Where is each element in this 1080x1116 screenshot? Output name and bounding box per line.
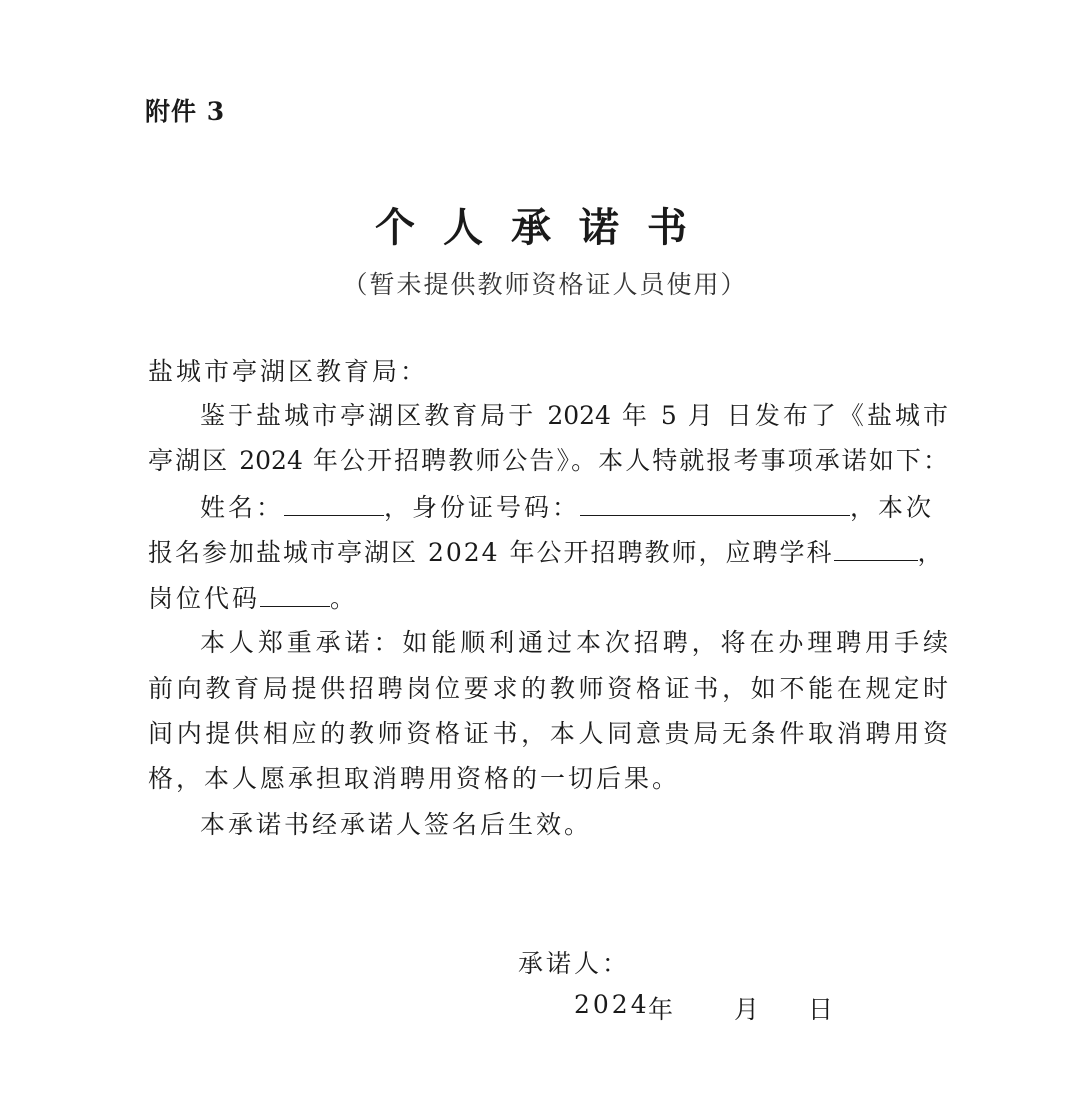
salutation: 盐城市亭湖区教育局： bbox=[148, 357, 429, 386]
para1-line2: 亭湖区 2024 年公开招聘教师公告》。本人特就报考事项承诺如下： bbox=[148, 446, 948, 475]
post-code-blank[interactable] bbox=[260, 582, 330, 607]
form-line-post-code bbox=[148, 582, 948, 615]
para2-line2: 前向教育局提供招聘岗位要求的教师资格证书，如不能在规定时 bbox=[148, 674, 948, 703]
name-label: 姓名： bbox=[200, 493, 285, 522]
after-id-text: ，本次 bbox=[850, 493, 935, 522]
para2-line4: 格，本人愿承担取消聘用资格的一切后果。 bbox=[148, 764, 681, 793]
document-subtitle: （暂未提供教师资格证人员使用） bbox=[342, 270, 748, 299]
attachment-label: 附件 3 bbox=[145, 97, 226, 126]
para1-line1: 鉴于盐城市亭湖区教育局于 2024 年 5 月 日发布了《盐城市 bbox=[200, 401, 948, 430]
para3: 本承诺书经承诺人签名后生效。 bbox=[200, 810, 593, 839]
date-day-unit: 日 bbox=[808, 995, 837, 1024]
date-year: 2024 bbox=[574, 990, 650, 1019]
subject-end: ， bbox=[917, 538, 945, 567]
id-label: ，身份证号码： bbox=[384, 493, 581, 522]
post-code-end: 。 bbox=[330, 584, 359, 613]
para2-line1: 本人郑重承诺：如能顺利通过本次招聘，将在办理聘用手续 bbox=[200, 628, 948, 657]
promisor-label: 承诺人： bbox=[518, 949, 631, 978]
document-title: 个人承诺书 bbox=[375, 204, 715, 251]
para2-line3: 间内提供相应的教师资格证书，本人同意贵局无条件取消聘用资 bbox=[148, 719, 948, 748]
id-number-blank[interactable] bbox=[580, 491, 850, 516]
subject-text: 报名参加盐城市亭湖区 2024 年公开招聘教师，应聘学科 bbox=[148, 538, 834, 567]
date-month-unit: 月 bbox=[734, 995, 763, 1024]
form-line-name-id bbox=[200, 491, 948, 524]
subject-blank[interactable] bbox=[834, 536, 918, 561]
form-line-subject bbox=[148, 536, 948, 569]
post-code-label: 岗位代码 bbox=[148, 584, 261, 613]
name-blank[interactable] bbox=[284, 491, 384, 516]
date-year-unit: 年 bbox=[648, 995, 677, 1024]
